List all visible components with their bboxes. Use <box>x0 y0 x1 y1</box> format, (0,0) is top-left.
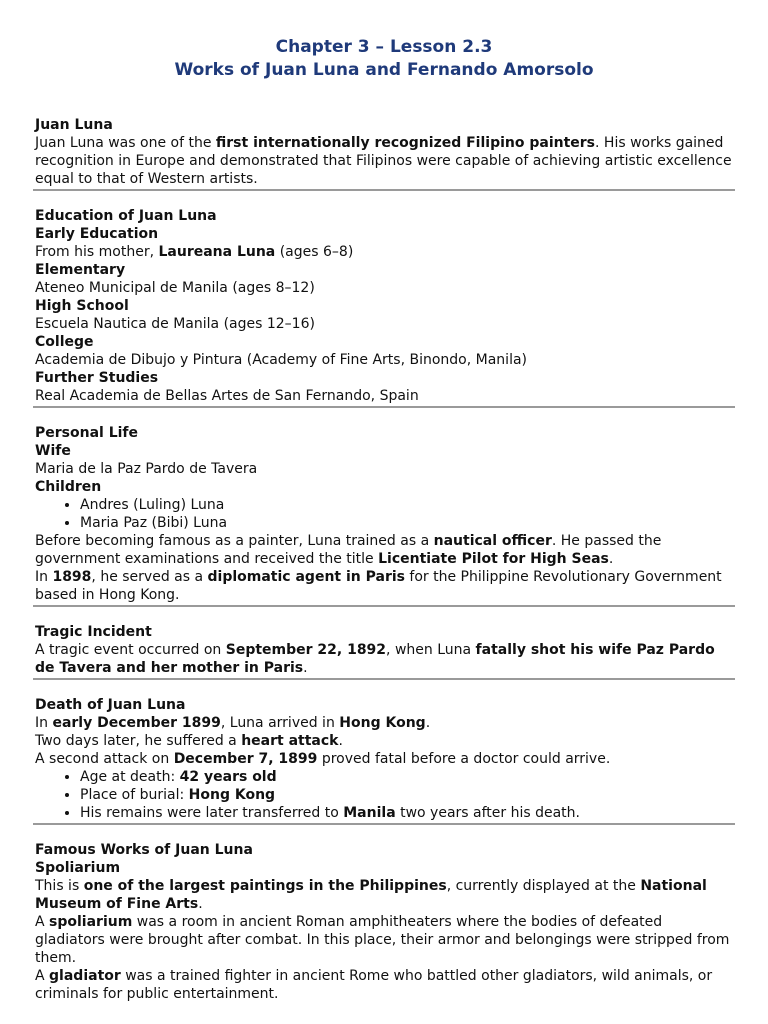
text: . <box>608 551 614 567</box>
section-heading: Famous Works of Juan Luna <box>35 842 253 858</box>
bold-text: first internationally recognized Filipino painters <box>215 135 596 151</box>
section-juan-luna <box>35 116 733 188</box>
paragraph <box>35 714 733 732</box>
list-item <box>80 786 733 804</box>
text: Juan Luna was one of the <box>35 135 216 151</box>
paragraph: Academia de Dibujo y Pintura (Academy of Fine Arts, Binondo, Manila) <box>35 352 528 368</box>
paragraph <box>35 532 733 568</box>
paragraph: Ateneo Municipal de Manila (ages 8–12) <box>35 280 315 296</box>
section-heading: Education of Juan Luna <box>35 208 217 224</box>
section-famous-works <box>35 841 733 1003</box>
text: From his mother, <box>35 244 159 260</box>
text: In <box>35 569 53 585</box>
paragraph <box>35 641 733 677</box>
text: Age at death: <box>80 769 180 785</box>
paragraph <box>35 877 733 913</box>
text: . <box>338 733 343 749</box>
paragraph <box>35 750 733 768</box>
children-list <box>35 496 733 532</box>
bold-text: National Museum of Fine Arts <box>35 878 707 912</box>
text: . His works gained recognition in Europe and demonstrated that Filipinos were capable of achieving artistic excellence equal to that of Western artists. <box>35 135 732 187</box>
text: A <box>35 968 50 984</box>
text: A second attack on <box>35 751 174 767</box>
bold-text: September 22, 1892 <box>225 642 387 658</box>
bold-text: Licentiate Pilot for High Seas <box>378 551 609 567</box>
subheading: Further Studies <box>35 370 159 386</box>
bold-text: gladiator <box>49 968 121 984</box>
subheading: College <box>35 334 94 350</box>
paragraph <box>35 732 733 750</box>
list-item <box>80 768 733 786</box>
text: two years after his death. <box>395 805 580 821</box>
list-item: • Maria Paz (Bibi) Luna <box>80 514 733 532</box>
subheading: Elementary <box>35 262 126 278</box>
subheading: Children <box>35 479 102 495</box>
text: was a room in ancient Roman amphitheaters where the bodies of defeated gladiators were brought after combat. In this place, their armor and belongings were stripped from them. <box>35 914 730 966</box>
chapter-heading: Chapter 3 – Lesson 2.3 <box>275 37 493 57</box>
bold-text: Manila <box>343 805 396 821</box>
bold-text: 1898 <box>52 569 92 585</box>
text: His remains were later transferred to <box>80 805 344 821</box>
text: . <box>303 660 308 676</box>
subheading: Wife <box>35 443 71 459</box>
paragraph: Maria de la Paz Pardo de Tavera <box>35 461 258 477</box>
bold-text: nautical officer <box>433 533 552 549</box>
text: Place of burial: <box>80 787 189 803</box>
text: Two days later, he suffered a <box>35 733 242 749</box>
subheading: Early Education <box>35 226 159 242</box>
text: . <box>198 896 203 912</box>
list-item <box>80 804 733 822</box>
section-heading: Tragic Incident <box>35 624 152 640</box>
bold-text: Hong Kong <box>188 787 276 803</box>
text: . <box>425 715 431 731</box>
text: . He passed the government examinations and received the title <box>35 533 662 567</box>
section-heading: Personal Life <box>35 425 139 441</box>
text: (ages 6–8) <box>275 244 354 260</box>
text: was a trained fighter in ancient Rome who battled other gladiators, wild animals, or criminals for public entertainment. <box>35 968 713 1002</box>
bold-text: early December 1899 <box>52 715 221 731</box>
paragraph <box>35 967 733 1003</box>
death-facts-list <box>35 768 733 822</box>
text: Before becoming famous as a painter, Luna trained as a <box>35 533 434 549</box>
paragraph <box>35 134 733 188</box>
text: for the Philippine Revolutionary Government based in Hong Kong. <box>35 569 722 603</box>
paragraph <box>35 568 733 604</box>
paragraph: Real Academia de Bellas Artes de San Fernando, Spain <box>35 388 419 404</box>
bold-text: Laureana Luna <box>158 244 276 260</box>
subheading: Spoliarium <box>35 860 121 876</box>
text: A tragic event occurred on <box>35 642 226 658</box>
section-heading: Juan Luna <box>35 117 113 133</box>
bold-text: heart attack <box>241 733 339 749</box>
section-education <box>35 207 733 405</box>
text: , Luna arrived in <box>220 715 340 731</box>
subheading: High School <box>35 298 129 314</box>
text: A <box>35 914 50 930</box>
bold-text: one of the largest paintings in the Philippines <box>83 878 447 894</box>
section-heading: Death of Juan Luna <box>35 697 186 713</box>
text: This is <box>35 878 84 894</box>
section-personal-life <box>35 424 733 604</box>
text: , when Luna <box>386 642 476 658</box>
bold-text: December 7, 1899 <box>173 751 318 767</box>
text: proved fatal before a doctor could arrive. <box>317 751 611 767</box>
section-death <box>35 696 733 822</box>
document-body <box>35 116 733 1003</box>
lesson-title: Works of Juan Luna and Fernando Amorsolo <box>174 60 594 80</box>
paragraph: Escuela Nautica de Manila (ages 12–16) <box>35 316 315 332</box>
bold-text: fatally shot his wife Paz Pardo de Tavera and her mother in Paris <box>35 642 715 676</box>
paragraph <box>35 913 733 967</box>
text: In <box>35 715 53 731</box>
bold-text: 42 years old <box>179 769 277 785</box>
bold-text: diplomatic agent in Paris <box>207 569 405 585</box>
text: , he served as a <box>91 569 208 585</box>
paragraph <box>35 243 733 261</box>
list-item: • Andres (Luling) Luna <box>80 496 733 514</box>
section-tragic-incident <box>35 623 733 677</box>
bold-text: Hong Kong <box>339 715 426 731</box>
text: , currently displayed at the <box>446 878 641 894</box>
bold-text: spoliarium <box>49 914 133 930</box>
